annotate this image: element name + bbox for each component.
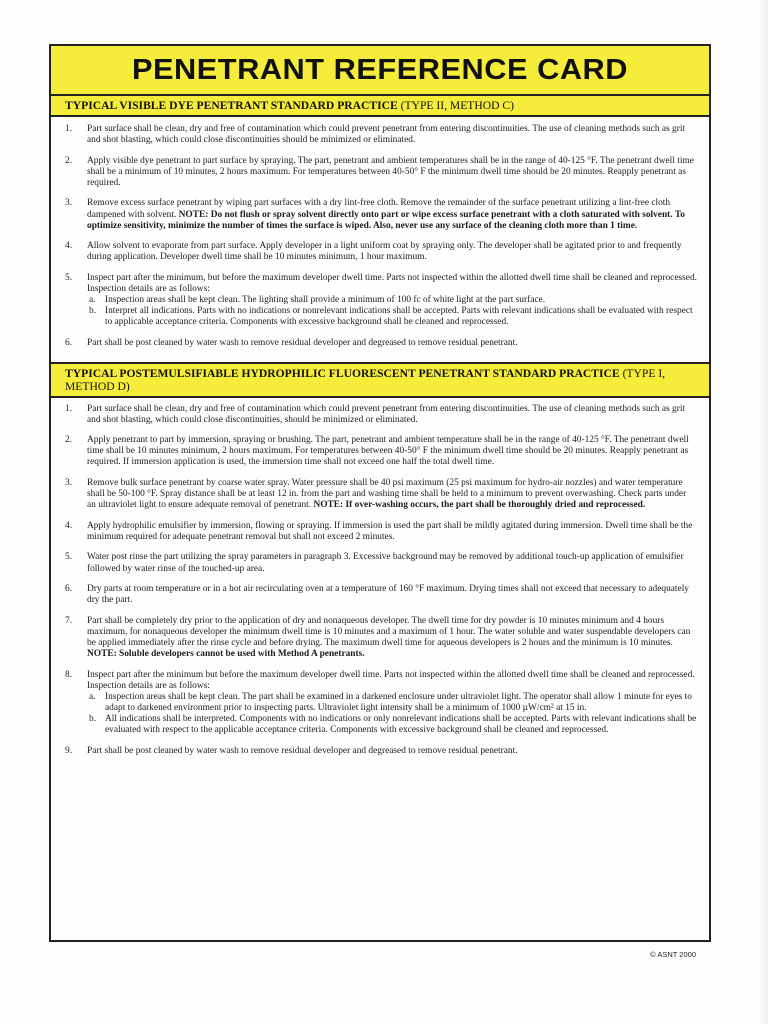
section-fluorescent-body — [51, 398, 709, 771]
step-text-segment: Apply hydrophilic emulsifier by immersion, flowing or spraying. If immersion is used the part shall be mildly agitated during immersion. Dwell time shall be the minimum required for adequate penetrant removal but shall not exceed 2 minutes. — [87, 520, 693, 542]
step-text — [87, 746, 697, 757]
section-visible-dye-body — [51, 117, 709, 362]
step-text — [87, 198, 697, 231]
step-text — [87, 552, 697, 574]
sub-step-item — [87, 692, 697, 714]
sub-step-item — [87, 714, 697, 736]
steps-list — [65, 124, 697, 349]
step-item — [65, 198, 697, 231]
step-number: 2. — [65, 435, 73, 446]
section-heading-type: (TYPE II, METHOD C) — [397, 99, 514, 112]
step-text-segment: Remove bulk surface penetrant by coarse water spray. Water pressure shall be 40 psi maximum (25 psi maximum for hydro-air nozzles) and water temperature shall be 50-100 °F. Spray distance shall be at least 12 in. from the part and washing time shall be held to a minimum to prevent overwashing. Check parts under an ultraviolet light to ensure adequate removal of penetrant. — [87, 477, 687, 511]
scan-edge-shadow — [758, 0, 768, 1024]
step-text — [87, 338, 697, 349]
sub-step-text: Inspection areas shall be kept clean. The part shall be examined in a darkened enclosure under ultraviolet light. The operator shall allow 1 minute for eyes to adapt to darkened environment prior to inspecting parts. Ultraviolet light intensity shall be a minimum of 1000 µW/cm² at 15 in. — [105, 691, 692, 713]
step-text — [87, 616, 697, 660]
step-item — [65, 273, 697, 328]
sub-step-letter: b. — [89, 306, 97, 317]
step-number: 1. — [65, 403, 73, 414]
sub-step-letter: a. — [89, 295, 96, 306]
title-bar — [51, 46, 709, 96]
step-number: 2. — [65, 155, 73, 166]
step-number: 5. — [65, 552, 73, 563]
step-text — [87, 521, 697, 543]
sub-steps-list — [87, 295, 697, 328]
step-number: 5. — [65, 272, 73, 283]
step-text-segment: Part shall be post cleaned by water wash to remove residual developer and degreased to remove residual penetrant. — [87, 337, 518, 348]
step-item — [65, 670, 697, 737]
step-number: 6. — [65, 584, 73, 595]
sub-step-item — [87, 306, 697, 328]
step-number: 4. — [65, 241, 73, 252]
step-item — [65, 124, 697, 146]
step-text-segment: Part surface shall be clean, dry and free of contamination which could prevent penetrant from entering discontinuities. The use of cleaning methods such as grit and shot blasting, which could close discontinuities should be minimized or eliminated. — [87, 124, 686, 146]
step-text — [87, 478, 697, 511]
step-number: 6. — [65, 337, 73, 348]
step-text-segment: Part surface shall be clean, dry and free of contamination which could prevent penetrant from entering discontinuities. The use of cleaning methods such as grit and shot blasting, which could close discontinuities, should be minimized or eliminated. — [87, 403, 686, 425]
page-title: PENETRANT REFERENCE CARD — [131, 53, 629, 86]
section-heading-bold: TYPICAL POSTEMULSIFIABLE HYDROPHILIC FLUORESCENT PENETRANT STANDARD PRACTICE — [65, 366, 620, 380]
sub-step-text: Inspection areas shall be kept clean. The lighting shall provide a minimum of 100 fc of white light at the part surface. — [105, 295, 546, 306]
step-text-segment: Dry parts at room temperature or in a hot air recirculating oven at a temperature of 160 °F maximum. Drying times shall not exceed that necessary to adequately dry the part. — [87, 584, 689, 606]
step-text-segment: Part shall be completely dry prior to the application of dry and nonaqueous developer. The dwell time for dry powder is 10 minutes minimum and 4 hours maximum, for nonaqueous developer the minimum dwell time is 10 minutes and a maximum of 1 hour. The water soluble and water suspendable developers can be applied immediately after the rinse cycle and before drying. The maximum dwell time for aqueous developers is 2 hours and the minimum is 10 minutes. — [87, 615, 691, 648]
section-heading-bold: TYPICAL VISIBLE DYE PENETRANT STANDARD PRACTICE — [65, 99, 398, 112]
step-item — [65, 156, 697, 189]
step-number: 7. — [65, 615, 73, 626]
steps-list — [65, 404, 697, 757]
step-item — [65, 241, 697, 263]
step-item — [65, 435, 697, 468]
sub-step-text: Interpret all indications. Parts with no indications or nonrelevant indications shall be accepted. Parts with relevant indications shall be evaluated with respect to applicable acceptance criteria. Components with excessive background shall be cleaned and reprocessed. — [105, 306, 693, 328]
step-text-segment: Part shall be post cleaned by water wash to remove residual developer and degreased to remove residual penetrant. — [87, 745, 518, 756]
sub-step-text: All indications shall be interpreted. Components with no indications or only nonrelevant indications shall be accepted. Parts with relevant indications shall be evaluated with respect to the applicable acceptance criteria. Components with excessive background shall be cleaned and reprocessed. — [105, 714, 697, 736]
step-text-segment: Inspect part after the minimum, but before the maximum developer dwell time. Parts not inspected within the allotted dwell time shall be cleaned and reprocessed. Inspection details are as follows: — [87, 272, 697, 295]
step-text — [87, 273, 697, 328]
step-item — [65, 478, 697, 511]
step-text — [87, 241, 697, 263]
step-number: 9. — [65, 745, 73, 756]
step-text-segment: Inspect part after the minimum but before the maximum developer dwell time. Parts not inspected within the allotted dwell time shall be cleaned and reprocessed. Inspection details are as follows: — [87, 669, 695, 691]
step-note-bold: NOTE: Soluble developers cannot be used with Method A penetrants. — [87, 649, 365, 660]
step-number: 3. — [65, 477, 73, 488]
step-item — [65, 521, 697, 543]
step-text — [87, 435, 697, 468]
sub-steps-list — [87, 692, 697, 736]
copyright-notice: © ASNT 2000 — [650, 950, 696, 959]
step-number: 3. — [65, 198, 73, 209]
step-number: 1. — [65, 124, 73, 134]
step-note-bold: NOTE: If over-washing occurs, the part shall be thoroughly dried and reprocessed. — [313, 500, 646, 511]
section-visible-dye-heading — [51, 96, 709, 117]
step-text — [87, 670, 697, 737]
sub-step-letter: b. — [89, 714, 97, 725]
step-text-segment: Water post rinse the part utilizing the spray parameters in paragraph 3. Excessive background may be removed by additional touch-up application of emulsifier followed by water rinse of the touched-up area. — [87, 552, 684, 574]
step-item — [65, 338, 697, 349]
step-text — [87, 404, 697, 426]
step-text-segment: Remove excess surface penetrant by wiping part surfaces with a dry lint-free cloth. Remove the remainder of the surface penetrant utilizing a lint-free cloth dampened with solvent. — [87, 198, 671, 220]
section-fluorescent-heading — [51, 362, 709, 398]
step-text — [87, 124, 697, 146]
step-number: 8. — [65, 669, 73, 680]
step-text-segment: Apply visible dye penetrant to part surface by spraying. The part, penetrant and ambient temperatures shall be in the range of 40-125 °F. The penetrant dwell time shall be a minimum of 10 minutes, 2 hours maximum. For temperatures between 40-50° F the minimum dwell time should be 20 minutes. Reapply penetrant as required. — [87, 155, 694, 188]
reference-card — [49, 44, 711, 942]
step-number: 4. — [65, 520, 73, 531]
step-text — [87, 584, 697, 606]
step-note-bold: NOTE: Do not flush or spray solvent directly onto part or wipe excess surface penetrant with a cloth saturated with solvent. To optimize sensitivity, minimize the number of times the surface is wiped. Also, never use any surface of the cleaning cloth more than 1 time. — [87, 209, 685, 231]
step-item — [65, 552, 697, 574]
section-heading-type: (TYPE I, METHOD D) — [65, 366, 666, 393]
step-text — [87, 156, 697, 189]
sub-step-letter: a. — [89, 691, 96, 702]
step-item — [65, 746, 697, 757]
step-text-segment: Apply penetrant to part by immersion, spraying or brushing. The part, penetrant and ambient temperature shall be in the range of 40-125 °F. The penetrant dwell time shall be 10 minutes minimum, 2 hours maximum. For temperatures between 40-50° F the minimum dwell time should be 20 minutes. Reapply penetrant as required. If immersion application is used, the immersion time shall not exceed one half the total dwell time. — [87, 435, 689, 468]
step-item — [65, 404, 697, 426]
step-item — [65, 584, 697, 606]
sub-step-item — [87, 295, 697, 306]
step-item — [65, 616, 697, 660]
step-text-segment: Allow solvent to evaporate from part surface. Apply developer in a light uniform coat by spraying only. The developer shall be agitated prior to and frequently during application. Developer dwell time shall be 10 minutes minimum, 1 hour maximum. — [87, 241, 682, 263]
